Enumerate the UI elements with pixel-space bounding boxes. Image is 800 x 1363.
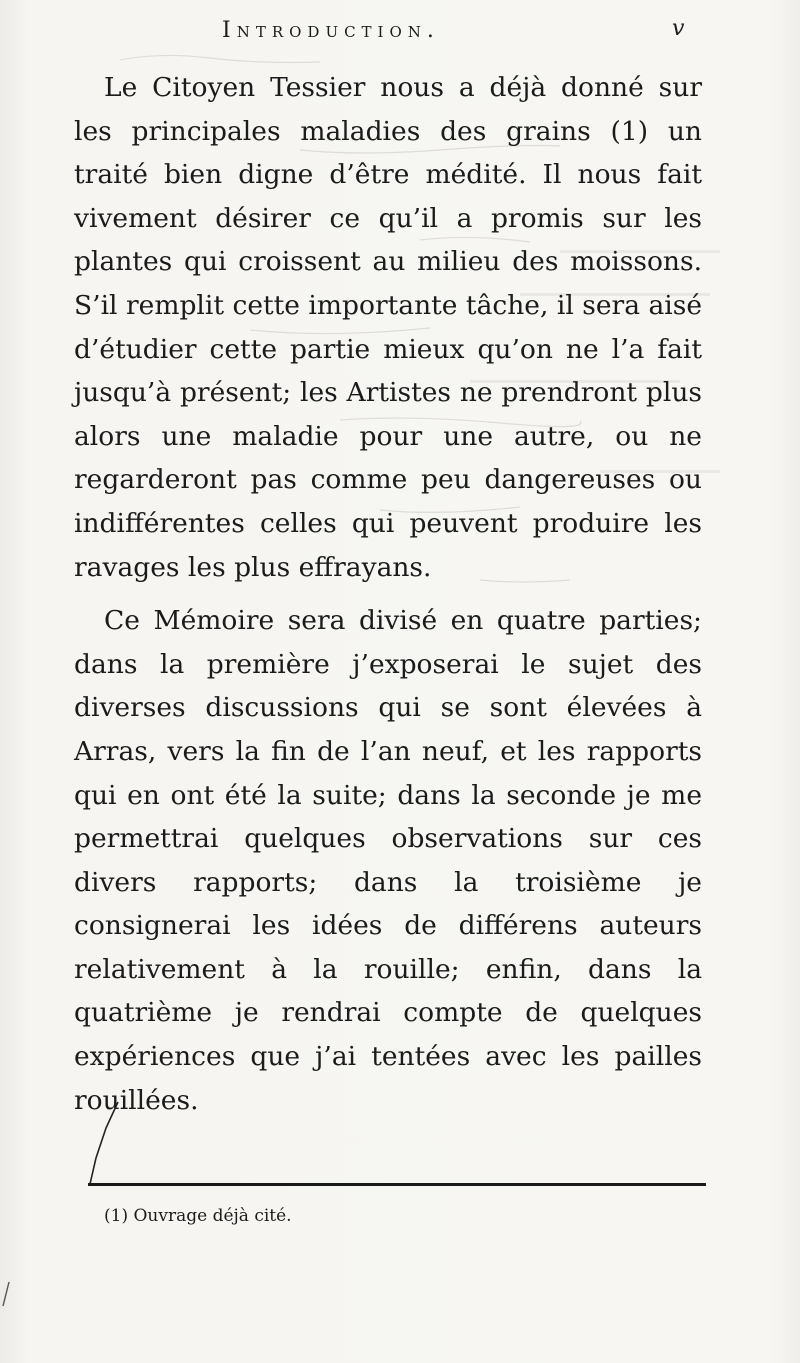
main-text	[74, 66, 702, 1122]
running-head: Introduction.	[222, 18, 440, 43]
paragraph-2: Ce Mémoire sera divisé en quatre parties; dans la première j’exposerai le sujet des diverses discussions qui se sont élevées à Arras, vers la fin de l’an neuf, et les rapports qui en ont été la suite; dans la seconde je me permettrai quelques observations sur ces divers rapports; dans la troisième je consignerai les idées de différens auteurs relativement à la rouille; enfin, dans la quatrième je rendrai compte de quelques expériences que j’ai tentées avec les pailles rouillées.	[74, 605, 702, 1116]
paragraph-1: Le Citoyen Tessier nous a déjà donné sur les principales maladies des grains (1) un traité bien digne d’être médité. Il nous fait vivement désirer ce qu’il a promis sur les plantes qui croissent au milieu des moissons. S’il remplit cette importante tâche, il sera aisé d’étudier cette partie mieux qu’on ne l’a fait jusqu’à présent; les Artistes ne prendront plus alors une maladie pour une autre, ou ne regarderont pas comme peu dangereuses ou indifférentes celles qui peuvent produire les ravages les plus effrayans.	[74, 72, 702, 583]
page-number: v	[672, 16, 685, 41]
footnote: (1) Ouvrage déjà cité.	[104, 1206, 292, 1226]
footnote-rule	[88, 1183, 706, 1186]
page-header	[0, 18, 800, 58]
margin-mark	[0, 1280, 12, 1310]
